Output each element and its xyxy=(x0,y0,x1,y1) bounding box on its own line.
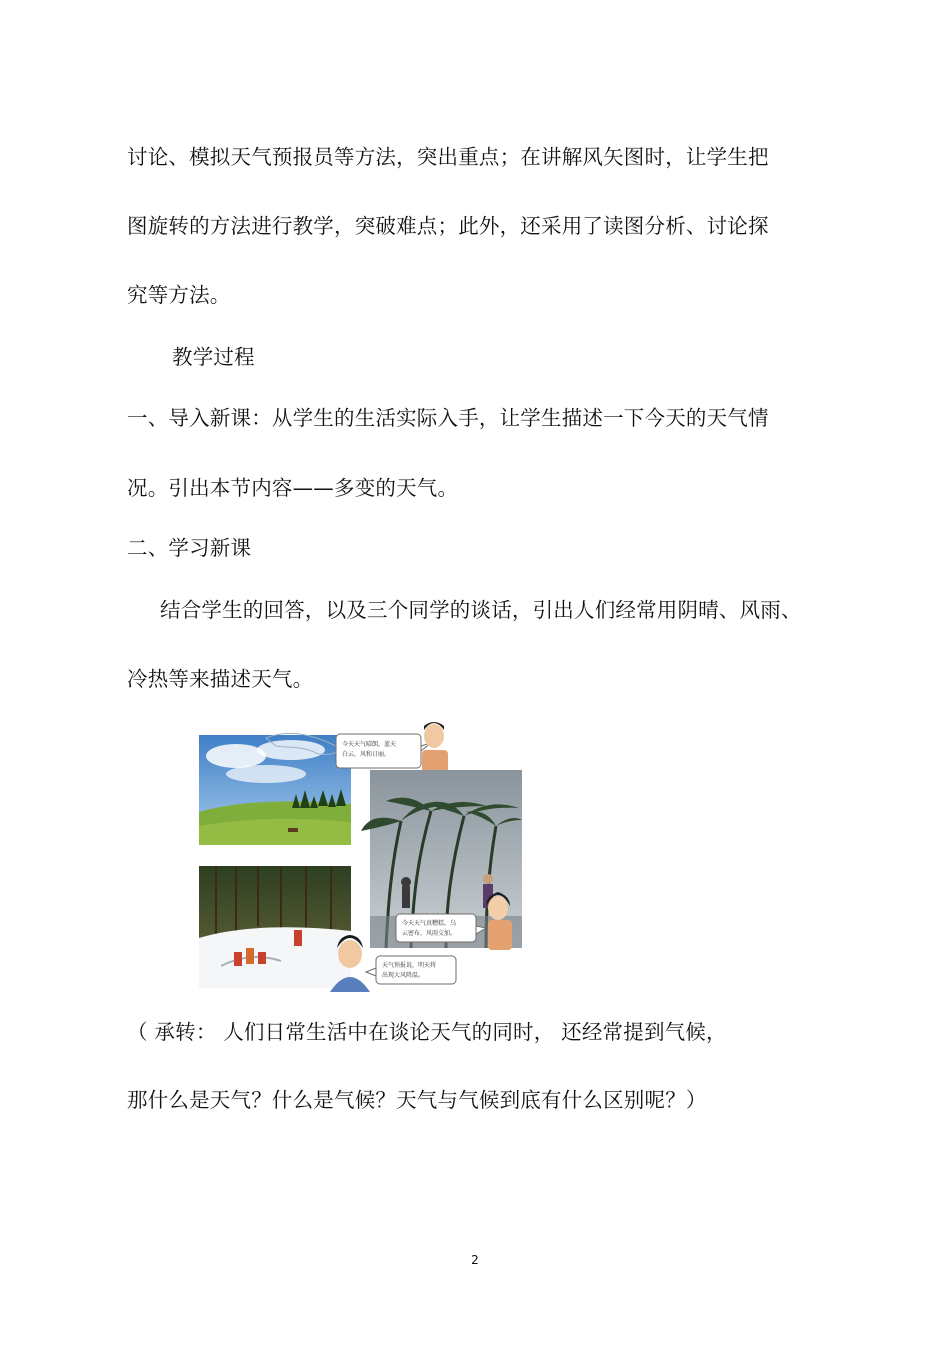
body-text-line: 一、导入新课：从学生的生活实际入手，让学生描述一下今天的天气情 xyxy=(127,406,769,430)
bubble-text: 今天天气晴朗，蓝天 xyxy=(342,741,397,748)
snow-photo xyxy=(199,866,351,988)
sunny-photo xyxy=(199,735,351,845)
speech-bubble xyxy=(396,914,486,942)
body-text-line: 结合学生的回答，以及三个同学的谈话，引出人们经常用阴晴、风雨、 xyxy=(160,598,802,622)
bubble-text: 云密布，风雨交加。 xyxy=(402,930,457,937)
bubble-text: 今天天气真糟糕，乌 xyxy=(402,920,457,927)
body-text-line: （ 承转： 人们日常生活中在谈论天气的同时， 还经常提到气候， xyxy=(127,1020,727,1044)
bubble-text: 天气预报说，明天将 xyxy=(382,962,437,969)
page-number: 2 xyxy=(471,1253,479,1267)
body-text-line: 图旋转的方法进行教学，突破难点；此外，还采用了读图分析、讨论探 xyxy=(127,214,769,238)
section-heading: 二、学习新课 xyxy=(127,536,252,560)
weather-illustration xyxy=(196,716,532,994)
bubble-text: 出现大风降温。 xyxy=(382,972,425,979)
speech-bubble xyxy=(366,956,456,984)
body-text-line: 那什么是天气？什么是气候？天气与气候到底有什么区别呢？） xyxy=(127,1088,707,1112)
bubble-text: 白云，风和日丽。 xyxy=(342,751,391,758)
body-text-line: 讨论、模拟天气预报员等方法，突出重点；在讲解风矢图时，让学生把 xyxy=(127,145,769,169)
body-text-line: 冷热等来描述天气。 xyxy=(127,667,314,691)
body-text-line: 究等方法。 xyxy=(127,283,231,307)
body-text-line: 况。引出本节内容——多变的天气。 xyxy=(127,476,459,500)
section-heading: 教学过程 xyxy=(172,345,255,369)
speech-bubble xyxy=(336,734,431,768)
